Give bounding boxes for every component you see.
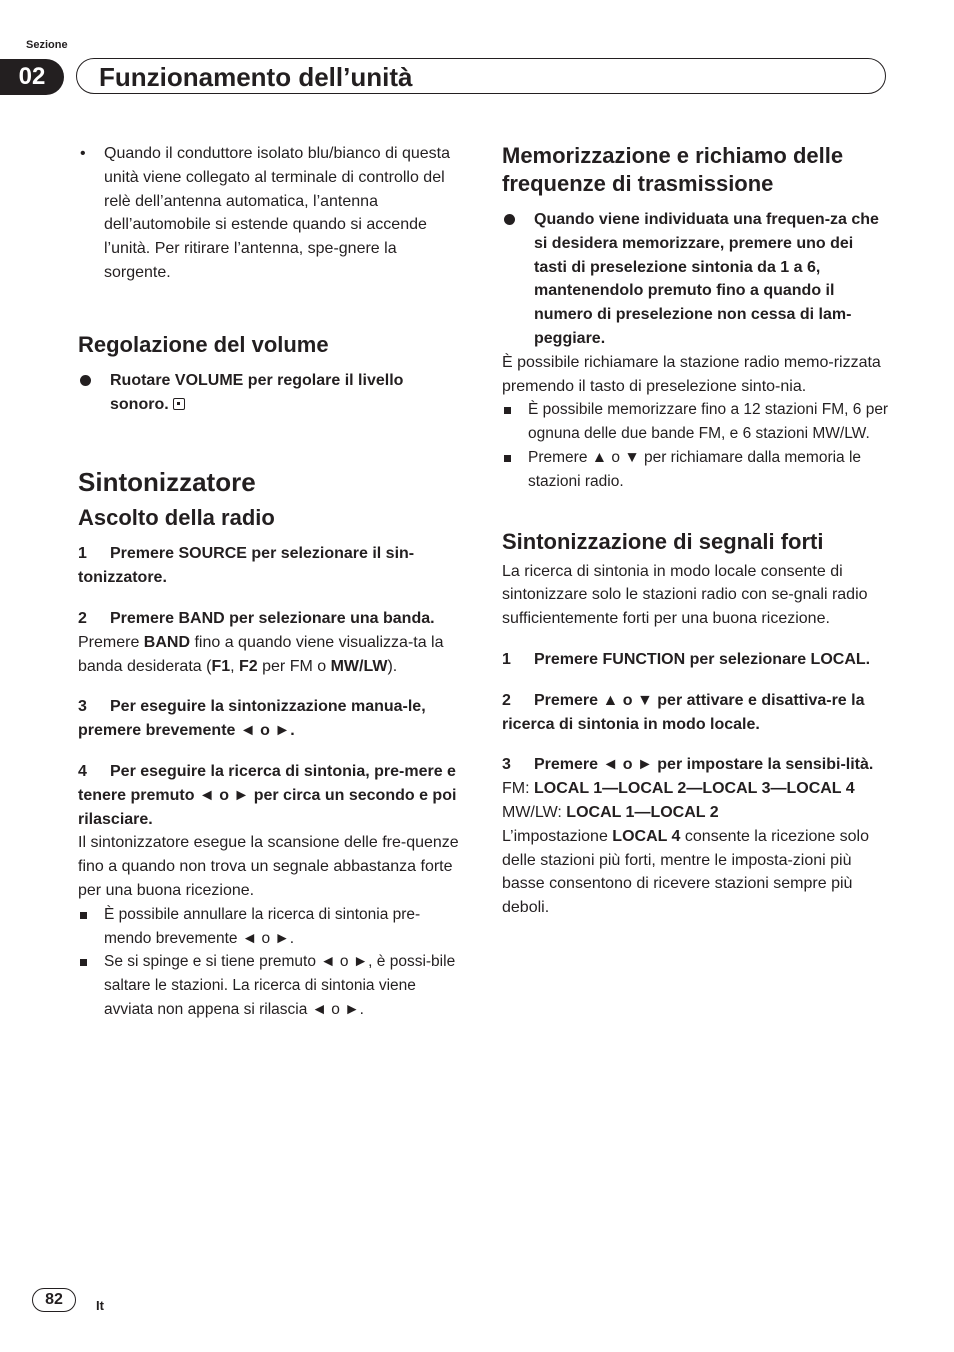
strong-step-2-text: Premere ▲ o ▼ per attivare e disattiva-re la ricerca di sintonia in modo locale. [502,691,865,733]
radio-step-3: 3 Per eseguire la sintonizzazione manua-le, premere brevemente ◄ o ►. [78,698,426,740]
volume-heading: Regolazione del volume [78,331,329,357]
memo-note-1-text: È possibile memorizzare fino a 12 stazioni FM, 6 per ognuna delle due bande FM, e 6 stazioni MW/LW. [528,401,889,443]
radio-step-4-text: Per eseguire la ricerca di sintonia, pre-mere e tenere premuto ◄ o ► per circa un secondo e poi rilasciare. [78,762,457,828]
strong-step-1-text: Premere FUNCTION per selezionare LOCAL. [534,650,871,668]
bullet-dot-icon [504,214,515,225]
strong-step-2: 2 Premere ▲ o ▼ per attivare e disattiva-re la ricerca di sintonia in modo locale. [502,691,865,733]
strong-heading: Sintonizzazione di segnali forti [502,528,824,554]
bullet-icon: • [80,145,86,162]
note-square-icon [80,912,87,919]
radio-step-2-body: Premere BAND fino a quando viene visualizza-ta la banda desiderata (F1, F2 per FM o MW/LW). [78,633,444,675]
memo-body: È possibile richiamare la stazione radio memo-rizzata premendo il tasto di preselezione sinto-nia. [502,353,881,395]
radio-step-1: 1 Premere SOURCE per selezionare il sin-tonizzatore. [78,545,415,587]
page-number: 82 [32,1288,76,1312]
radio-note-2 [78,950,466,1021]
intro-bullet-text: Quando il conduttore isolato blu/bianco di questa unità viene collegato al terminale di controllo del relè dell’antenna automatica, l’antenna dell’automobile si estende quando si accende l’unità. Per ritirare l’antenna, spe-gnere la sorgente. [104,145,451,281]
radio-step-2: 2 Premere BAND per selezionare una banda. [78,609,435,627]
radio-note-2-text: Se si spinge e si tiene premuto ◄ o ►, è possi-bile saltare le stazioni. La ricerca di sintonia viene avviata non appena si rilascia ◄ o ►. [104,953,456,1018]
left-column [78,142,466,1022]
volume-instruction-text: Ruotare VOLUME per regolare il livello sonoro. [110,371,404,413]
intro-bullet [78,142,466,285]
radio-step-4-body: Il sintonizzatore esegue la scansione delle fre-quenze fino a quando non trova un segnale abbastanza forte per una buona ricezione. [78,834,459,899]
note-square-icon [504,407,511,414]
memo-heading: Memorizzazione e richiamo delle frequenze di trasmissione [502,143,844,196]
bullet-dot-icon [80,375,91,386]
radio-step-2-text: Premere BAND per selezionare una banda. [110,609,435,627]
strong-step-1: 1 Premere FUNCTION per selezionare LOCAL. [502,650,871,668]
memo-instruction [502,208,890,351]
volume-instruction [78,369,466,417]
radio-heading: Ascolto della radio [78,505,275,531]
radio-step-3-text: Per eseguire la sintonizzazione manua-le, premere brevemente ◄ o ►. [78,698,426,740]
local4-description: L’impostazione LOCAL 4 consente la ricezione solo delle stazioni più forti, mentre le imposta-zioni più basse consentono di ricevere stazioni sempre più deboli. [502,827,870,917]
radio-note-1-text: È possibile annullare la ricerca di sintonia pre-mendo brevemente ◄ o ►. [104,905,421,947]
strong-step-3: 3 Premere ◄ o ► per impostare la sensibi-lità. [502,756,874,774]
memo-instruction-text: Quando viene individuata una frequen-za che si desidera memorizzare, premere uno dei tasti di preselezione sintonia da 1 a 6, mantenendolo premuto fino a quando il numero di preselezione non cessa di lam-peggiare. [534,211,879,347]
section-number: 02 [0,59,64,95]
tuner-heading: Sintonizzatore [78,467,256,498]
radio-note-1 [78,903,466,951]
radio-step-1-text: Premere SOURCE per selezionare il sin-tonizzatore. [78,545,415,587]
memo-note-2 [502,446,890,494]
strong-step-3-text: Premere ◄ o ► per impostare la sensibi-lità. [534,756,874,774]
radio-step-4: 4 Per eseguire la ricerca di sintonia, pre-mere e tenere premuto ◄ o ► per circa un secondo e poi rilasciare. [78,762,457,828]
memo-note-1 [502,398,890,446]
language-code: It [96,1298,104,1313]
fm-settings: FM: LOCAL 1—LOCAL 2—LOCAL 3—LOCAL 4 [502,780,855,798]
section-title: Funzionamento dell’unità [76,58,886,94]
right-column [502,142,890,920]
sezione-label: Sezione [26,39,68,51]
memo-note-2-text: Premere ▲ o ▼ per richiamare dalla memoria le stazioni radio. [528,448,862,490]
end-mark-icon [173,398,185,410]
note-square-icon [504,455,511,462]
strong-body: La ricerca di sintonia in modo locale consente di sintonizzare solo le stazioni radio con se-gnali radio sufficientemente forti per una buona ricezione. [502,562,868,628]
mw-settings: MW/LW: LOCAL 1—LOCAL 2 [502,803,719,821]
note-square-icon [80,959,87,966]
